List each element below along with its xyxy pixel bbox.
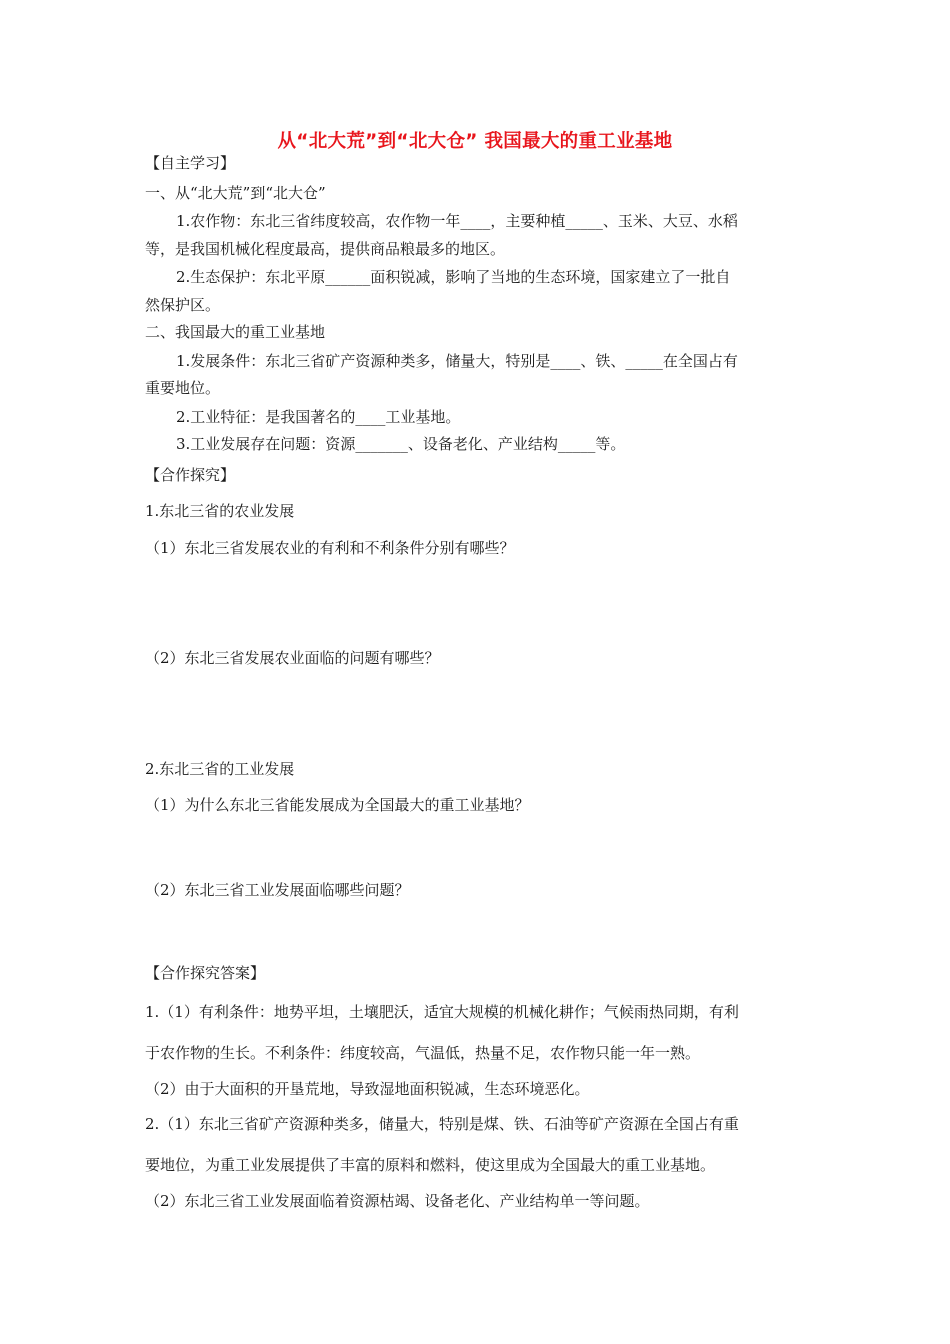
cooperative-topic1: 1.东北三省的农业发展: [145, 502, 295, 520]
cooperative-question-1-1: （1）东北三省发展农业的有利和不利条件分别有哪些？: [145, 539, 515, 557]
section1-item2-line1: 2.生态保护：东北平原______面积锐减，影响了当地的生态环境，国家建立了一批自: [176, 268, 731, 286]
cooperative-topic2: 2.东北三省的工业发展: [145, 760, 295, 778]
cooperative-question-2-1: （1）为什么东北三省能发展成为全国最大的重工业基地？: [145, 796, 530, 814]
section1-item1-line2: 等，是我国机械化程度最高，提供商品粮最多的地区。: [145, 240, 506, 258]
cooperative-question-2-2: （2）东北三省工业发展面临哪些问题？: [145, 881, 410, 899]
cooperative-question-1-2: （2）东北三省发展农业面临的问题有哪些？: [145, 649, 440, 667]
page-title: 从“北大荒”到“北大仓” 我国最大的重工业基地: [277, 131, 673, 152]
section2-item3: 3.工业发展存在问题：资源_______、设备老化、产业结构_____等。: [176, 435, 626, 453]
section2-item1-line2: 重要地位。: [145, 379, 221, 397]
self-study-header: 【自主学习】: [145, 154, 236, 172]
section1-item1-line1: 1.农作物：东北三省纬度较高，农作物一年____，主要种植_____、玉米、大豆、水稻: [176, 212, 738, 230]
answers-header: 【合作探究答案】: [145, 964, 266, 982]
section1-heading: 一、从“北大荒”到“北大仓”: [145, 184, 326, 202]
section2-heading: 二、我国最大的重工业基地: [145, 323, 326, 341]
cooperative-header: 【合作探究】: [145, 466, 236, 484]
answer-2-2: （2）东北三省工业发展面临着资源枯竭、设备老化、产业结构单一等问题。: [145, 1192, 650, 1210]
section2-item1-line1: 1.发展条件：东北三省矿产资源种类多，储量大，特别是____、铁、_____在全国占有: [176, 352, 738, 370]
answer-2-1-line1: 2.（1）东北三省矿产资源种类多，储量大，特别是煤、铁、石油等矿产资源在全国占有重: [145, 1115, 739, 1133]
answer-1-1-line1: 1.（1）有利条件：地势平坦，土壤肥沃，适宜大规模的机械化耕作；气候雨热同期，有利: [145, 1003, 739, 1021]
answer-2-1-line2: 要地位，为重工业发展提供了丰富的原料和燃料，使这里成为全国最大的重工业基地。: [145, 1156, 716, 1174]
answer-1-1-line2: 于农作物的生长。不利条件：纬度较高，气温低，热量不足，农作物只能一年一熟。: [145, 1044, 701, 1062]
section2-item2: 2.工业特征：是我国著名的____工业基地。: [176, 408, 461, 426]
section1-item2-line2: 然保护区。: [145, 296, 221, 314]
answer-1-2: （2）由于大面积的开垦荒地，导致湿地面积锐减，生态环境恶化。: [145, 1080, 590, 1098]
